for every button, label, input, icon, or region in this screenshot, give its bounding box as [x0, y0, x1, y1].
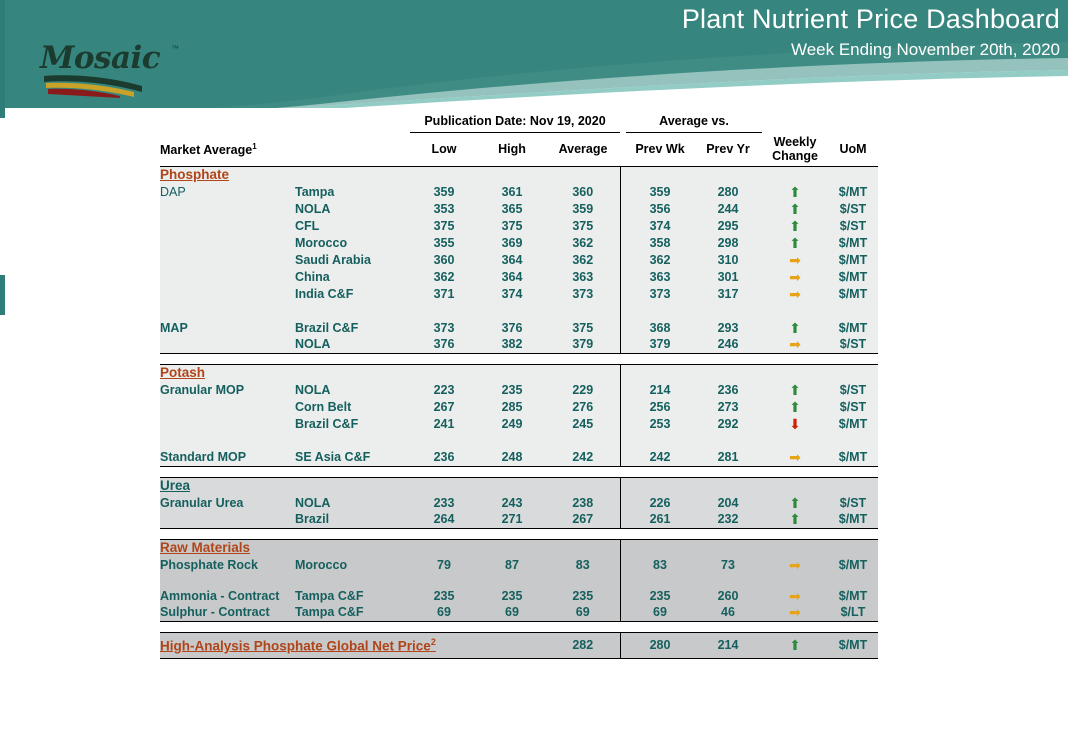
row-prev-wk: 69	[626, 604, 694, 621]
row-high: 374	[501, 286, 523, 301]
blank-cell	[295, 432, 410, 449]
high-header: High	[498, 142, 526, 156]
row-prev-yr: 281	[694, 449, 762, 466]
row-prev-yr: 310	[717, 252, 739, 267]
row-prev-wk: 363	[649, 269, 671, 284]
row-high: 249	[501, 416, 523, 431]
blank-cell	[546, 432, 620, 449]
row-prev-yr: 232	[694, 511, 762, 528]
blank-cell	[160, 302, 295, 319]
row-high: 369	[501, 235, 523, 250]
section-title-row	[160, 166, 878, 183]
row-market: Tampa C&F	[295, 604, 410, 621]
row-high: 87	[505, 557, 519, 572]
row-market: NOLA	[295, 495, 331, 510]
blank-cell	[828, 432, 878, 449]
row-uom: $/MT	[838, 235, 868, 250]
blank-cell	[626, 302, 694, 319]
row-prev-wk: 242	[626, 449, 694, 466]
row-low: 236	[410, 449, 478, 466]
arrow-flat-icon: ➡	[762, 336, 828, 353]
row-market: SE Asia C&F	[295, 449, 410, 466]
table-row	[160, 449, 878, 466]
blank-cell	[160, 573, 295, 587]
row-average: 245	[572, 416, 594, 431]
section-spacer	[160, 621, 878, 632]
row-low: 235	[433, 588, 455, 603]
row-uom: $/MT	[838, 557, 868, 572]
logo-wordmark: Mosaic	[40, 40, 161, 76]
row-high: 235	[501, 588, 523, 603]
row-label	[160, 511, 295, 528]
table-row	[160, 398, 878, 415]
row-label: Phosphate Rock	[160, 557, 258, 572]
arrow-up-icon: ⬆	[789, 200, 801, 217]
hap-prev-wk: 280	[626, 632, 694, 658]
blank-cell	[546, 166, 620, 183]
blank-cell	[828, 302, 878, 319]
blank-cell	[546, 477, 620, 494]
blank-cell	[762, 166, 828, 183]
blank-cell	[762, 364, 828, 381]
logo-swoosh-icon	[42, 72, 152, 98]
blank-cell	[478, 364, 546, 381]
row-uom: $/ST	[839, 382, 867, 397]
row-average: 83	[575, 557, 590, 572]
blank-cell	[410, 477, 478, 494]
price-table-area	[0, 110, 1068, 659]
row-market: Brazil C&F	[295, 320, 359, 335]
section-title-phosphate: Phosphate	[160, 166, 410, 183]
row-market: Morocco	[295, 235, 348, 250]
blank-cell	[160, 353, 878, 364]
row-market: Morocco	[295, 557, 348, 572]
market-average-label-l1: Market Average	[160, 143, 253, 158]
blank-cell	[762, 477, 828, 494]
row-label	[160, 285, 295, 302]
row-high: 271	[478, 511, 546, 528]
table-row	[160, 336, 878, 353]
row-low: 264	[410, 511, 478, 528]
row-average: 360	[572, 184, 594, 199]
table-row	[160, 587, 878, 604]
logo-trademark: ™	[171, 44, 179, 53]
row-average: 379	[546, 336, 620, 353]
row-prev-yr: 73	[721, 557, 735, 572]
low-header: Low	[431, 142, 457, 156]
blank-cell	[546, 364, 620, 381]
row-market: Corn Belt	[295, 399, 352, 414]
row-high: 243	[501, 495, 523, 510]
row-prev-yr: 298	[717, 235, 739, 250]
table-row	[160, 217, 878, 234]
row-prev-wk: 256	[649, 399, 671, 414]
blank-cell	[762, 432, 828, 449]
blank-cell	[762, 302, 828, 319]
row-prev-yr: 292	[717, 416, 739, 431]
arrow-flat-icon: ➡	[762, 604, 828, 621]
blank-cell	[694, 539, 762, 556]
row-high: 364	[501, 269, 523, 284]
arrow-up-icon: ⬆	[762, 511, 828, 528]
row-prev-wk: 356	[649, 201, 671, 216]
arrow-flat-icon: ➡	[789, 285, 801, 302]
blank-cell	[828, 110, 878, 132]
row-label	[160, 217, 295, 234]
row-market: Saudi Arabia	[295, 252, 371, 267]
blank-cell	[410, 539, 478, 556]
row-market: NOLA	[295, 382, 331, 397]
prev-yr-header: Prev Yr	[706, 142, 750, 156]
blank-cell	[478, 477, 546, 494]
blank-cell	[828, 364, 878, 381]
row-prev-wk: 359	[649, 184, 671, 199]
table-row	[160, 285, 878, 302]
row-low: 241	[433, 416, 455, 431]
market-average-footnote-marker: 1	[252, 142, 257, 152]
row-prev-wk: 261	[626, 511, 694, 528]
row-market: India C&F	[295, 286, 354, 301]
row-average: 242	[546, 449, 620, 466]
page-title: Plant Nutrient Price Dashboard	[681, 4, 1060, 34]
row-low: 376	[410, 336, 478, 353]
row-average: 363	[572, 269, 594, 284]
section-spacer	[160, 466, 878, 477]
blank-cell	[694, 302, 762, 319]
row-prev-yr: 295	[717, 218, 739, 233]
blank-cell	[478, 539, 546, 556]
blank-cell	[410, 432, 478, 449]
row-low: 79	[437, 557, 451, 572]
arrow-up-icon: ⬆	[789, 217, 801, 234]
row-high: 365	[501, 201, 523, 216]
row-low: 373	[433, 320, 455, 335]
blank-cell	[478, 166, 546, 183]
blank-cell	[828, 166, 878, 183]
row-average: 238	[572, 495, 594, 510]
row-uom: $/ST	[839, 201, 867, 216]
blank-cell	[410, 166, 478, 183]
row-label	[160, 268, 295, 285]
row-prev-yr: 246	[694, 336, 762, 353]
table-row	[160, 319, 878, 336]
row-label	[160, 234, 295, 251]
weekly-change-line2: Change	[772, 148, 818, 163]
blank-cell	[762, 539, 828, 556]
hap-prev-yr: 214	[694, 632, 762, 658]
row-average: 375	[572, 218, 594, 233]
row-label: Ammonia - Contract	[160, 588, 280, 603]
row-label: MAP	[160, 320, 188, 335]
blank-cell	[478, 632, 546, 658]
row-label	[160, 251, 295, 268]
table-row-blank	[160, 573, 878, 587]
row-prev-wk: 83	[653, 557, 667, 572]
blank-cell	[626, 432, 694, 449]
row-label: Standard MOP	[160, 449, 295, 466]
blank-cell	[160, 621, 878, 632]
table-row	[160, 268, 878, 285]
hap-footnote-marker: 2	[430, 636, 436, 647]
row-average: 267	[546, 511, 620, 528]
blank-cell	[694, 573, 762, 587]
row-uom: $/MT	[828, 511, 878, 528]
row-uom: $/ST	[839, 495, 867, 510]
weekly-change-line1: Weekly	[773, 134, 817, 149]
row-prev-wk: 379	[626, 336, 694, 353]
market-average-header	[160, 132, 410, 166]
prev-wk-header: Prev Wk	[635, 142, 685, 156]
row-low: 375	[433, 218, 455, 233]
section-title-potash: Potash	[160, 364, 410, 381]
row-low: 267	[433, 399, 455, 414]
table-row	[160, 381, 878, 398]
row-average: 375	[572, 320, 594, 335]
row-market: NOLA	[295, 336, 410, 353]
row-prev-wk: 374	[649, 218, 671, 233]
arrow-down-icon: ⬇	[789, 415, 801, 432]
section-spacer	[160, 353, 878, 364]
row-high: 69	[478, 604, 546, 621]
blank-cell	[295, 110, 410, 132]
blank-cell	[410, 364, 478, 381]
blank-cell	[626, 573, 694, 587]
arrow-up-icon: ⬆	[789, 234, 801, 251]
blank-cell	[694, 477, 762, 494]
row-uom: $/MT	[828, 449, 878, 466]
row-market: NOLA	[295, 201, 331, 216]
row-average: 359	[572, 201, 594, 216]
row-average: 373	[572, 286, 594, 301]
table-row-blank	[160, 432, 878, 449]
blank-cell	[410, 573, 478, 587]
blank-cell	[546, 573, 620, 587]
arrow-flat-icon: ➡	[789, 587, 801, 604]
table-row	[160, 494, 878, 511]
row-market: Tampa C&F	[295, 588, 364, 603]
row-high: 235	[501, 382, 523, 397]
row-label	[160, 398, 295, 415]
blank-cell	[478, 432, 546, 449]
section-spacer	[160, 528, 878, 539]
blank-cell	[546, 302, 620, 319]
table-row	[160, 604, 878, 621]
row-average: 276	[572, 399, 594, 414]
blank-cell	[626, 477, 694, 494]
table-row	[160, 200, 878, 217]
arrow-flat-icon: ➡	[789, 556, 801, 573]
blank-cell	[828, 477, 878, 494]
row-market: China	[295, 269, 330, 284]
row-low: 359	[433, 184, 455, 199]
row-prev-yr: 236	[717, 382, 739, 397]
row-uom: $/MT	[838, 184, 868, 199]
section-title-urea: Urea	[160, 477, 410, 494]
row-uom: $/MT	[838, 320, 868, 335]
publication-date-header: Publication Date: Nov 19, 2020	[410, 110, 620, 132]
section-title-row	[160, 477, 878, 494]
blank-cell	[694, 364, 762, 381]
section-title-row	[160, 539, 878, 556]
row-uom: $/ST	[839, 399, 867, 414]
row-high: 375	[501, 218, 523, 233]
blank-cell	[762, 110, 828, 132]
row-uom: $/LT	[828, 604, 878, 621]
arrow-up-icon: ⬆	[789, 183, 801, 200]
row-uom: $/ST	[828, 336, 878, 353]
arrow-up-icon: ⬆	[789, 381, 801, 398]
blank-cell	[295, 302, 410, 319]
row-prev-yr: 204	[717, 495, 739, 510]
row-uom: $/MT	[838, 269, 868, 284]
row-prev-wk: 253	[649, 416, 671, 431]
column-header-row	[160, 132, 878, 166]
row-high: 285	[501, 399, 523, 414]
row-low: 233	[433, 495, 455, 510]
blank-cell	[295, 573, 410, 587]
row-high: 361	[501, 184, 523, 199]
row-low: 69	[410, 604, 478, 621]
group-header-row	[160, 110, 878, 132]
row-uom: $/MT	[838, 286, 868, 301]
row-prev-yr: 273	[717, 399, 739, 414]
row-prev-yr: 293	[717, 320, 739, 335]
row-prev-wk: 226	[649, 495, 671, 510]
row-prev-wk: 358	[649, 235, 671, 250]
row-low: 353	[433, 201, 455, 216]
row-market: Brazil	[295, 511, 410, 528]
section-title-row	[160, 364, 878, 381]
blank-cell	[762, 573, 828, 587]
row-market: Brazil C&F	[295, 416, 359, 431]
table-row	[160, 234, 878, 251]
row-average: 235	[572, 588, 594, 603]
hap-title-text: High-Analysis Phosphate Global Net Price	[160, 638, 431, 654]
row-prev-yr: 244	[717, 201, 739, 216]
uom-header: UoM	[839, 141, 867, 156]
row-label	[160, 415, 295, 432]
average-vs-header: Average vs.	[626, 110, 762, 132]
edge-mark-top	[0, 0, 5, 118]
row-uom: $/MT	[838, 588, 868, 603]
row-low: 360	[433, 252, 455, 267]
blank-cell	[160, 466, 878, 477]
table-row-blank	[160, 302, 878, 319]
row-average: 362	[572, 252, 594, 267]
page-subtitle: Week Ending November 20th, 2020	[790, 40, 1060, 59]
row-uom: $/MT	[838, 416, 868, 431]
row-label: DAP	[160, 184, 186, 199]
row-label	[160, 200, 295, 217]
row-low: 362	[433, 269, 455, 284]
row-prev-yr: 46	[694, 604, 762, 621]
blank-cell	[478, 573, 546, 587]
blank-cell	[626, 364, 694, 381]
arrow-up-icon: ⬆	[789, 494, 801, 511]
section-title-raw-materials: Raw Materials	[160, 539, 410, 556]
row-average: 362	[572, 235, 594, 250]
table-row	[160, 556, 878, 573]
row-prev-yr: 317	[717, 286, 739, 301]
row-prev-wk: 214	[649, 382, 671, 397]
blank-cell	[160, 528, 878, 539]
row-prev-yr: 301	[717, 269, 739, 284]
row-prev-yr: 280	[717, 184, 739, 199]
hap-average: 282	[546, 632, 620, 658]
hap-uom: $/MT	[828, 632, 878, 658]
blank-cell	[626, 166, 694, 183]
average-header: Average	[558, 142, 608, 156]
row-uom: $/MT	[838, 252, 868, 267]
blank-cell	[546, 539, 620, 556]
row-market: CFL	[295, 218, 320, 233]
row-prev-wk: 373	[649, 286, 671, 301]
row-label: Sulphur - Contract	[160, 604, 295, 621]
row-average: 229	[572, 382, 594, 397]
weekly-change-header	[762, 132, 828, 166]
row-average: 69	[546, 604, 620, 621]
table-row	[160, 183, 878, 200]
blank-cell	[160, 432, 295, 449]
table-row	[160, 511, 878, 528]
arrow-flat-icon: ➡	[762, 449, 828, 466]
blank-cell	[828, 539, 878, 556]
blank-cell	[478, 302, 546, 319]
blank-cell	[410, 302, 478, 319]
row-high: 382	[478, 336, 546, 353]
blank-cell	[160, 110, 295, 132]
row-prev-wk: 368	[649, 320, 671, 335]
row-prev-yr: 260	[717, 588, 739, 603]
hap-row	[160, 632, 878, 658]
row-prev-wk: 362	[649, 252, 671, 267]
row-prev-wk: 235	[649, 588, 671, 603]
row-low: 223	[433, 382, 455, 397]
table-row	[160, 251, 878, 268]
row-label	[160, 336, 295, 353]
arrow-up-icon: ⬆	[762, 632, 828, 658]
mosaic-logo	[40, 40, 240, 96]
row-low: 355	[433, 235, 455, 250]
blank-cell	[694, 166, 762, 183]
arrow-flat-icon: ➡	[789, 251, 801, 268]
row-low: 371	[433, 286, 455, 301]
arrow-up-icon: ⬆	[789, 319, 801, 336]
price-table	[160, 110, 878, 659]
blank-cell	[626, 539, 694, 556]
arrow-flat-icon: ➡	[789, 268, 801, 285]
blank-cell	[694, 432, 762, 449]
row-high: 248	[478, 449, 546, 466]
row-market: Tampa	[295, 184, 335, 199]
blank-cell	[828, 573, 878, 587]
row-high: 364	[501, 252, 523, 267]
row-uom: $/ST	[839, 218, 867, 233]
hap-title	[160, 632, 478, 658]
table-row	[160, 415, 878, 432]
arrow-up-icon: ⬆	[789, 398, 801, 415]
row-high: 376	[501, 320, 523, 335]
row-label: Granular Urea	[160, 495, 244, 510]
row-label: Granular MOP	[160, 382, 245, 397]
